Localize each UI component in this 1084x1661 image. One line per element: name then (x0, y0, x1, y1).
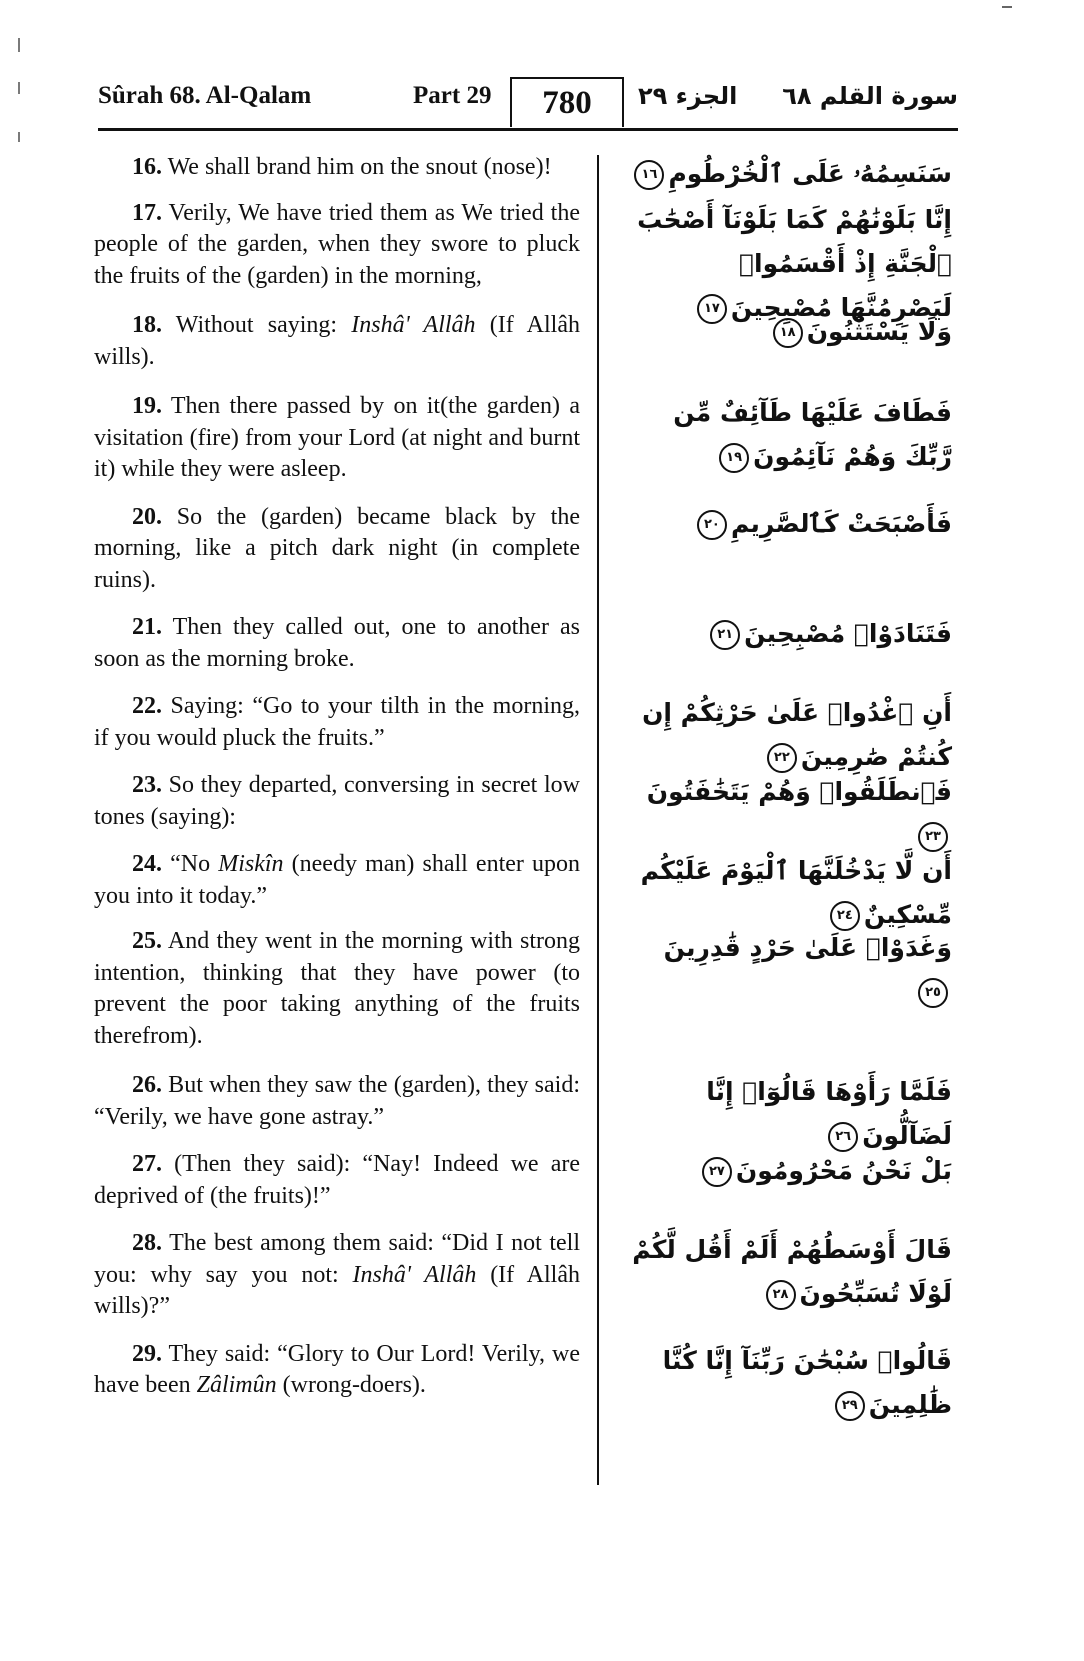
transliterated-term: Inshâ' Allâh (351, 312, 476, 338)
ayah-number-icon: ٢٨ (766, 1280, 796, 1310)
ayah-number-icon: ٢٥ (918, 978, 948, 1008)
verse-translation (94, 1070, 580, 1133)
verse-arabic (626, 1228, 952, 1316)
verse-number: 17. (132, 199, 162, 226)
arabic-text: فَأَصْبَحَتْ كَٱلصَّرِيمِ (730, 508, 952, 538)
verse-number: 19. (132, 393, 162, 419)
verse-number: 28. (132, 1230, 162, 1256)
verse-text: And they went in the morning with strong intention, thinking that they have power (to prevent the poor taking anything of the fruits therefrom). (94, 928, 580, 1049)
verse-row (94, 849, 954, 929)
verse-number: 24. (132, 851, 162, 877)
verse-number: 25. (132, 928, 162, 954)
verse-row (94, 1070, 954, 1150)
margin-mark (18, 38, 20, 52)
verse-arabic (626, 849, 952, 937)
verse-translation (94, 1228, 580, 1323)
ayah-number-icon: ١٩ (719, 443, 749, 473)
arabic-text: فَطَافَ عَلَيْهَا طَآئِفٌ مِّن رَّبِّكَ وَهُمْ نَآئِمُونَ (673, 398, 952, 471)
verse-arabic (626, 1070, 952, 1158)
verse-arabic (626, 152, 952, 196)
verse-translation (94, 1149, 580, 1212)
verse-number: 18. (132, 312, 162, 338)
verse-translation (94, 391, 580, 486)
verse-text: “No (162, 851, 219, 877)
arabic-text: فَٱنطَلَقُوا۟ وَهُمْ يَتَخَٰفَتُونَ (646, 777, 952, 806)
arabic-text: قَالَ أَوْسَطُهُمْ أَلَمْ أَقُل لَّكُمْ لَوْلَا تُسَبِّحُونَ (632, 1235, 952, 1308)
verse-text: Verily, We have tried them as We tried the people of the garden, when they swore to pluck the fruits of the (garden) in the morning, (94, 199, 580, 289)
verse-text: Then there passed by on it(the garden) a visitation (fire) from your Lord (at night and burnt it) while they were asleep. (94, 393, 580, 482)
verse-arabic (626, 502, 952, 546)
transliterated-term: Zâlimûn (196, 1372, 277, 1398)
ayah-number-icon: ٢٢ (767, 743, 797, 773)
verse-arabic (626, 1339, 952, 1427)
verse-arabic (626, 770, 952, 858)
verse-translation (94, 152, 580, 184)
ayah-number-icon: ١٦ (634, 160, 664, 190)
transliterated-term: Inshâ' Allâh (352, 1261, 477, 1288)
ayah-number-icon: ٢٦ (828, 1122, 858, 1152)
verse-text: (Then they said): “Nay! Indeed we are deprived of (the fruits)!” (94, 1151, 580, 1209)
verse-text: So the (garden) became black by the morning, like a pitch dark night (in complete ruins). (94, 503, 580, 593)
verse-text: (If Allâh wills). (94, 312, 580, 370)
verse-translation (94, 926, 580, 1052)
verse-number: 27. (132, 1151, 162, 1177)
transliterated-term: Miskîn (218, 851, 284, 877)
verse-arabic (626, 926, 952, 1014)
verse-text: So they departed, conversing in secret low tones (saying): (94, 772, 580, 830)
part-label-en: Part 29 (413, 82, 492, 109)
arabic-text: قَالُوا۟ سُبْحَٰنَ رَبِّنَآ إِنَّا كُنَّا ظَٰلِمِينَ (662, 1345, 952, 1419)
arabic-text: سَنَسِمُهُۥ عَلَى ٱلْخُرْطُومِ (668, 159, 952, 188)
ayah-number-icon: ٢٣ (918, 822, 948, 852)
verse-row (94, 152, 954, 188)
verse-text: We shall brand him on the snout (nose)! (162, 154, 552, 180)
ayah-number-icon: ٢٤ (830, 901, 860, 931)
verse-number: 20. (132, 503, 162, 530)
arabic-text: فَلَمَّا رَأَوْهَا قَالُوٓا۟ إِنَّا لَضَآلُّونَ (706, 1077, 952, 1150)
verse-translation (94, 310, 580, 373)
verse-translation (94, 691, 580, 754)
arabic-text: وَلَا يَسْتَثْنُونَ (806, 317, 952, 346)
verse-text: Without saying: (162, 312, 352, 338)
verse-number: 16. (132, 154, 162, 180)
verse-number: 22. (132, 693, 162, 719)
ayah-number-icon: ٢٠ (697, 510, 727, 540)
verse-text: (wrong-doers). (276, 1372, 426, 1398)
verse-row (94, 198, 954, 322)
verse-text: They said: “Glory to Our Lord! Verily, we have been (94, 1340, 580, 1398)
verse-text: The best among them said: “Did I not tell you: why say you not: (94, 1230, 580, 1288)
verse-arabic (626, 391, 952, 479)
verse-translation (94, 612, 580, 675)
verse-arabic (626, 1149, 952, 1193)
verse-arabic (626, 612, 952, 656)
surah-title-ar: سورة القلم ٦٨ (782, 82, 958, 110)
arabic-text: بَلْ نَحْنُ مَحْرُومُونَ (735, 1156, 952, 1185)
verse-number: 26. (132, 1072, 162, 1098)
surah-title-en: Sûrah 68. Al-Qalam (98, 82, 312, 109)
verse-row (94, 502, 954, 597)
arabic-text: أَن لَّا يَدْخُلَنَّهَا ٱلْيَوْمَ عَلَيْكُم مِّسْكِينٌ (640, 856, 952, 929)
verse-row (94, 926, 954, 1052)
ayah-number-icon: ٢١ (710, 620, 740, 650)
ayah-number-icon: ٢٧ (702, 1157, 732, 1187)
verse-row (94, 691, 954, 771)
verse-row (94, 391, 954, 486)
verse-text: (needy man) shall enter upon you into it today.” (94, 851, 581, 909)
verse-translation (94, 770, 580, 833)
header-rule (98, 128, 958, 131)
verse-row (94, 1149, 954, 1212)
verse-text: Then they called out, one to another as soon as the morning broke. (94, 614, 580, 672)
verse-row (94, 1228, 954, 1323)
juz-label-ar: الجزء ٢٩ (638, 82, 738, 110)
arabic-text: وَغَدَوْا۟ عَلَىٰ حَرْدٍ قَٰدِرِينَ (663, 933, 952, 962)
ayah-number-icon: ١٨ (773, 318, 803, 348)
verse-arabic (626, 691, 952, 779)
verse-row (94, 1339, 954, 1419)
verse-translation (94, 502, 580, 597)
verse-number: 29. (132, 1340, 162, 1367)
verse-translation (94, 198, 580, 293)
verse-text: But when they saw the (garden), they said: “Verily, we have gone astray.” (94, 1072, 580, 1130)
verse-arabic (626, 310, 952, 354)
verse-number: 23. (132, 772, 162, 798)
verse-translation (94, 1339, 580, 1402)
verse-text: Saying: “Go to your tilth in the morning, if you would pluck the fruits.” (94, 693, 580, 751)
arabic-text: فَتَنَادَوْا۟ مُصْبِحِينَ (744, 619, 952, 648)
verse-text: (If Allâh wills)?” (94, 1261, 580, 1319)
verse-translation (94, 849, 580, 912)
scan-mark (1002, 6, 1012, 8)
ayah-number-icon: ١٧ (697, 294, 727, 324)
verse-row (94, 770, 954, 844)
verse-number: 21. (132, 614, 162, 640)
arabic-text: أَنِ ٱغْدُوا۟ عَلَىٰ حَرْثِكُمْ إِن كُنتُمْ صَٰرِمِينَ (642, 698, 952, 771)
ayah-number-icon: ٢٩ (835, 1391, 865, 1421)
page-number: 780 (510, 77, 624, 127)
verse-row (94, 612, 954, 675)
margin-mark (18, 82, 20, 94)
verse-list (94, 152, 954, 1419)
verse-row (94, 310, 954, 373)
arabic-text: إِنَّا بَلَوْنَٰهُمْ كَمَا بَلَوْنَآ أَصْحَٰبَ ٱلْجَنَّةِ إِذْ أَقْسَمُوا۟ لَيَصْرِمُنَّهَا مُصْبِحِينَ (637, 204, 952, 322)
page-header (98, 80, 958, 130)
margin-mark (18, 132, 20, 142)
